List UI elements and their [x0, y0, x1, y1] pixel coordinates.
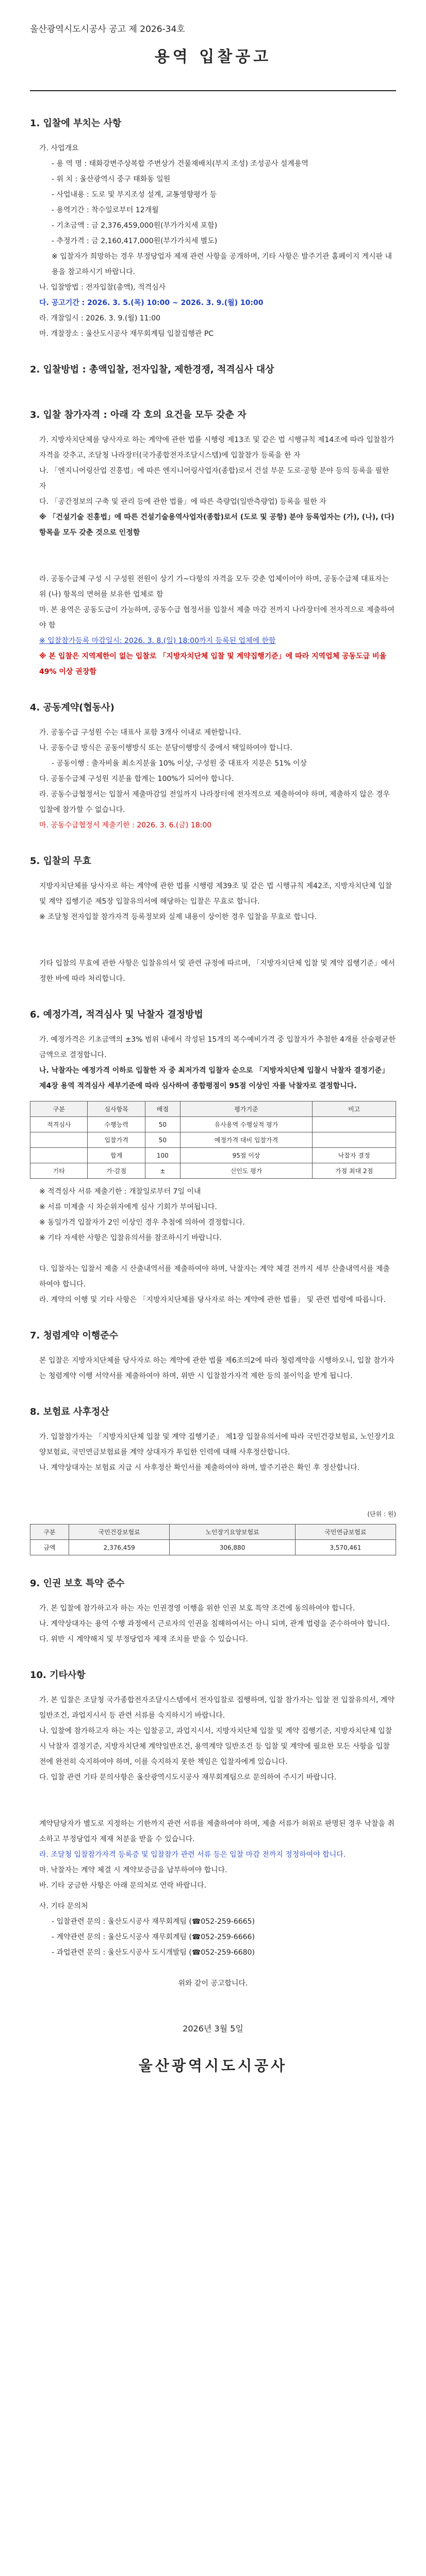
section-2 [30, 362, 396, 376]
section-title: 10. 기타사항 [30, 1670, 86, 1681]
note-line: ※ 본 입찰은 지역제한이 없는 입찰로 「지방자치단체 입찰 및 계약집행기준」에 따라 지역업체 공동도급 비율 49% 이상 권장함 [39, 652, 386, 676]
text-line: 다. 입찰자는 입찰서 제출 시 산출내역서를 제출하여야 하며, 낙찰자는 계약 체결 전까지 세부 산출내역서를 제출하여야 합니다. [39, 1265, 390, 1289]
table-header-cell: 국민건강보험료 [69, 1524, 170, 1540]
note-line: ※ 입찰자가 희망하는 경우 부정당업자 제재 관련 사항을 공개하며, 기타 사항은 발주기관 홈페이지 게시판 내용을 참고하시기 바랍니다. [52, 252, 392, 276]
deadline-line: 마. 공동수급협정서 제출기한 : 2026. 3. 6.(금) 18:00 [39, 821, 212, 829]
text-line: 나. 「엔지니어링산업 진흥법」에 따른 엔지니어링사업자(종합)로서 건설 부문 도로·공항 분야 등의 등록을 필한 자 [39, 467, 389, 490]
section-title: 8. 보험료 사후정산 [30, 1406, 109, 1417]
text-line: 기타 입찰의 무효에 관한 사항은 입찰유의서 및 관련 규정에 따르며, 「지방자치단체 입찰 및 계약 집행기준」에서 정한 바에 따라 처리합니다. [39, 959, 395, 983]
text-line: - 기초금액 : 금 2,376,459,000원(부가가치세 포함) [52, 222, 218, 230]
table-cell: 2,376,459 [69, 1540, 170, 1555]
table-header-row [30, 1101, 396, 1117]
table-cell: 50 [145, 1132, 180, 1148]
table-header-cell: 평가기준 [180, 1101, 312, 1117]
period-line: 다. 공고기간 : 2026. 3. 5.(목) 10:00 ~ 2026. 3. 9.(월) 10:00 [39, 299, 264, 307]
section-1 [30, 116, 396, 342]
table-cell: ± [145, 1163, 180, 1179]
text-line: 가. 본 입찰은 조달청 국가종합전자조달시스템에서 전자입찰로 집행하며, 입찰 참가자는 입찰 전 입찰유의서, 계약일반조건, 과업지시서 등 관련 서류를 숙지하시기 바랍니다. [39, 1696, 395, 1720]
table-cell: 50 [145, 1117, 180, 1132]
section-3 [30, 408, 396, 680]
table-cell: 95점 이상 [180, 1148, 312, 1163]
table-header-cell: 노인장기요양보험료 [170, 1524, 295, 1540]
table-caption: (단위 : 원) [367, 1511, 396, 1518]
text-line: - 사업내용 : 도로 및 부지조성 설계, 교통영향평가 등 [52, 191, 217, 199]
section-title: 1. 입찰에 부치는 사항 [30, 118, 122, 129]
table-cell: 유사용역 수행실적 평가 [180, 1117, 312, 1132]
table-cell: 100 [145, 1148, 180, 1163]
text-line: 나. 입찰방법 : 전자입찰(총액), 적격심사 [39, 283, 166, 292]
section-5 [30, 854, 396, 987]
page-title: 용역 입찰공고 [154, 48, 272, 66]
text-line: 가. 본 입찰에 참가하고자 하는 자는 인권경영 이행을 위한 인권 보호 특약 조건에 동의하여야 합니다. [39, 1604, 355, 1613]
table-cell: 예정가격 대비 입찰가격 [180, 1132, 312, 1148]
text-line: 본 입찰은 지방자치단체를 당사자로 하는 계약에 관한 법률 제6조의2에 따라 청렴계약을 시행하오니, 입찰 참가자는 청렴계약 이행 서약서를 제출하여야 하며, 위반 시 입찰참가자격 제한 등의 불이익을 받게 됩니다. [39, 1357, 395, 1380]
contact-line: - 계약관련 문의 : 울산도시공사 재무회계팀 (☎052-259-6666) [52, 1933, 255, 1941]
text-line: 가. 예정가격은 기초금액의 ±3% 범위 내에서 작성된 15개의 복수예비가격 중 입찰자가 추첨한 4개를 산술평균한 금액으로 결정합니다. [39, 1036, 396, 1059]
contact-title: 사. 기타 문의처 [39, 1902, 88, 1910]
section-title: 6. 예정가격, 적격심사 및 낙찰자 결정방법 [30, 1009, 203, 1020]
table-header-row [30, 1524, 396, 1540]
table-header-cell: 구분 [30, 1101, 88, 1117]
section-10 [30, 1668, 396, 1991]
section-8 [30, 1404, 396, 1555]
section-7 [30, 1328, 396, 1384]
section-6 [30, 1007, 396, 1308]
text-line: 라. 조달청 입찰참가자격 등록증 및 입찰참가 관련 서류 등은 입찰 마감 전까지 정정하여야 합니다. [39, 1851, 346, 1859]
text-line: 가. 입찰참가자는 「지방자치단체 입찰 및 계약 집행기준」 제1장 입찰유의서에 따라 국민건강보험료, 노인장기요양보험료, 국민연금보험료를 계약 상대자가 투입한 인력에 대해 사후정산합니다. [39, 1433, 395, 1456]
section-title: 7. 청렴계약 이행준수 [30, 1330, 118, 1341]
table-row [30, 1132, 396, 1148]
section-4 [30, 700, 396, 833]
table-cell [30, 1148, 88, 1163]
table-cell: 적격심사 [30, 1117, 88, 1132]
table-cell: 합계 [88, 1148, 145, 1163]
table-cell [313, 1117, 396, 1132]
text-line: 라. 개찰일시 : 2026. 3. 9.(월) 11:00 [39, 314, 161, 323]
table-cell [30, 1132, 88, 1148]
table-row [30, 1540, 396, 1555]
table-cell: 낙찰자 결정 [313, 1148, 396, 1163]
table-cell: 입찰가격 [88, 1132, 145, 1148]
note-line: ※ 입찰참가등록 마감일시: 2026. 3. 8.(일) 18:00까지 등록된 업체에 한함 [39, 637, 276, 645]
notice-number: 울산광역시도시공사 공고 제 2026-34호 [30, 24, 185, 35]
table-header-cell: 국민연금보험료 [295, 1524, 396, 1540]
table-header-cell: 심사항목 [88, 1101, 145, 1117]
table-cell: 가점 최대 2점 [313, 1163, 396, 1179]
text-line: 마. 본 용역은 공동도급이 가능하며, 공동수급 협정서를 입찰서 제출 마감 전까지 나라장터에 전자적으로 제출하여야 함 [39, 606, 395, 630]
notice-date: 2026년 3월 5일 [183, 2024, 243, 2033]
text-line: 다. 공동수급체 구성원 지분율 합계는 100%가 되어야 합니다. [39, 775, 234, 783]
text-line: - 추정가격 : 금 2,160,417,000원(부가가치세 별도) [52, 237, 218, 245]
table-cell: 가·감점 [88, 1163, 145, 1179]
table-cell: 306,880 [170, 1540, 295, 1555]
section-title: 9. 인권 보호 특약 준수 [30, 1578, 125, 1589]
organization-name: 울산광역시도시공사 [138, 2057, 288, 2074]
contact-line: - 입찰관련 문의 : 울산도시공사 재무회계팀 (☎052-259-6665) [52, 1918, 255, 1926]
section-title: 4. 공동계약(협동사) [30, 702, 114, 713]
text-line: 마. 개찰장소 : 울산도시공사 재무회계팀 입찰집행관 PC [39, 330, 214, 338]
table-cell [313, 1132, 396, 1148]
note-line: ※ 동일가격 입찰자가 2인 이상인 경우 추첨에 의하여 결정합니다. [39, 1218, 245, 1227]
insurance-table [30, 1524, 396, 1555]
text-line: 나. 계약상대자는 용역 수행 과정에서 근로자의 인권을 침해하여서는 아니 되며, 관계 법령을 준수하여야 합니다. [39, 1620, 390, 1628]
text-line: 다. 「공간정보의 구축 및 관리 등에 관한 법률」에 따른 측량업(일반측량업) 등록을 필한 자 [39, 498, 326, 506]
text-line: 나. 공동수급 방식은 공동이행방식 또는 분담이행방식 중에서 택일하여야 합니다. [39, 744, 292, 752]
note-line: ※ 「건설기술 진흥법」에 따른 건설기술용역사업자(종합)로서 (도로 및 공항) 분야 등록업자는 (가), (나), (다) 항목을 모두 갖춘 것으로 인정함 [39, 513, 395, 537]
table-header-cell: 구분 [30, 1524, 69, 1540]
table-cell: 신인도 평가 [180, 1163, 312, 1179]
text-line: - 공동이행 : 출자비율 최소지분율 10% 이상, 구성원 중 대표자 지분은 51% 이상 [52, 759, 307, 768]
table-row [30, 1148, 396, 1163]
text-line: 다. 위반 시 계약해지 및 부정당업자 제재 조치를 받을 수 있습니다. [39, 1635, 249, 1643]
evaluation-table [30, 1101, 396, 1179]
text-line: 지방자치단체를 당사자로 하는 계약에 관한 법률 시행령 제39조 및 같은 법 시행규칙 제42조, 지방자치단체 입찰 및 계약 집행기준 제5장 입찰유의서에 해당하는 입찰은 무효로 합니다. [39, 882, 392, 906]
section-9 [30, 1576, 396, 1647]
closing-text: 위와 같이 공고합니다. [178, 1979, 248, 1988]
text-line: 나. 낙찰자는 예정가격 이하로 입찰한 자 중 최저가격 입찰자 순으로 「지방자치단체 입찰시 낙찰자 결정기준」 제4장 용역 적격심사 세부기준에 따라 심사하여 종합평점이 95점 이상인 자를 낙찰자로 결정합니다. [39, 1066, 389, 1090]
table-cell: 기타 [30, 1163, 88, 1179]
text-line: 라. 계약의 이행 및 기타 사항은 「지방자치단체를 당사자로 하는 계약에 관한 법률」 및 관련 법령에 따릅니다. [39, 1296, 386, 1304]
text-line: 바. 기타 궁금한 사항은 아래 문의처로 연락 바랍니다. [39, 1882, 207, 1890]
note-line: ※ 서류 미제출 시 차순위자에게 심사 기회가 부여됩니다. [39, 1203, 217, 1211]
text-line: 라. 공동수급체 구성 시 구성원 전원이 상기 가~다항의 자격을 모두 갖춘 업체이어야 하며, 공동수급체 대표자는 위 (나) 항목의 면허를 보유한 업체로 함 [39, 575, 389, 599]
text-line: 계약담당자가 별도로 지정하는 기한까지 관련 서류를 제출하여야 하며, 제출 서류가 허위로 판명된 경우 낙찰을 취소하고 부정당업자 제재 처분을 받을 수 있습니다. [39, 1820, 395, 1843]
note-line: ※ 적격심사 서류 제출기한 : 개찰일로부터 7일 이내 [39, 1188, 201, 1196]
table-cell: 금액 [30, 1540, 69, 1555]
table-header-cell: 비고 [313, 1101, 396, 1117]
section-title: 2. 입찰방법 : 총액입찰, 전자입찰, 제한경쟁, 적격심사 대상 [30, 364, 274, 375]
text-line: 마. 낙찰자는 계약 체결 시 계약보증금을 납부하여야 합니다. [39, 1866, 227, 1874]
text-line: 가. 사업개요 [39, 144, 79, 152]
text-line: - 용 역 명 : 태화강변주상복합 주변상가 건물재배치(부지 조성) 조성공사 설계용역 [52, 160, 308, 168]
table-row [30, 1117, 396, 1132]
table-header-cell: 배점 [145, 1101, 180, 1117]
note-line: ※ 조달청 전자입찰 참가자격 등록정보와 실제 내용이 상이한 경우 입찰을 무효로 합니다. [39, 913, 317, 921]
title-divider [30, 90, 396, 91]
text-line: 나. 입찰에 참가하고자 하는 자는 입찰공고, 과업지시서, 지방자치단체 입찰 및 계약 집행기준, 지방자치단체 입찰시 낙찰자 결정기준, 지방자치단체 계약일반조건, 용역계약 일반조건 등 입찰 및 계약에 필요한 모든 사항을 입찰 전에 완전히 숙지하여야 하며, 이를 숙지하지 못한 책임은 입찰자에게 있습니다. [39, 1727, 392, 1766]
table-cell: 3,570,461 [295, 1540, 396, 1555]
section-title: 3. 입찰 참가자격 : 아래 각 호의 요건을 모두 갖춘 자 [30, 410, 247, 420]
text-line: - 위 치 : 울산광역시 중구 태화동 일원 [52, 175, 171, 183]
section-title: 5. 입찰의 무효 [30, 856, 91, 867]
text-line: 라. 공동수급협정서는 입찰서 제출마감일 전일까지 나라장터에 전자적으로 제출하여야 하며, 제출하지 않은 경우 입찰에 참가할 수 없습니다. [39, 790, 390, 814]
table-row [30, 1163, 396, 1179]
table-cell: 수행능력 [88, 1117, 145, 1132]
text-line: 가. 공동수급 구성원 수는 대표사 포함 3개사 이내로 제한합니다. [39, 728, 241, 737]
text-line: 가. 지방자치단체를 당사자로 하는 계약에 관한 법률 시행령 제13조 및 같은 법 시행규칙 제14조에 따라 입찰참가자격을 갖추고, 조달청 나라장터(국가종합전자조달시스템)에 입찰참가 등록을 한 자 [39, 436, 395, 460]
note-line: ※ 기타 자세한 사항은 입찰유의서를 참조하시기 바랍니다. [39, 1234, 222, 1242]
text-line: 나. 계약상대자는 보험료 지급 시 사후정산 확인서를 제출하여야 하며, 발주기관은 확인 후 정산합니다. [39, 1464, 360, 1472]
text-line: 다. 입찰 관련 기타 문의사항은 울산광역시도시공사 재무회계팀으로 문의하여 주시기 바랍니다. [39, 1773, 337, 1782]
text-line: - 용역기간 : 착수일로부터 12개월 [52, 206, 159, 214]
contact-line: - 과업관련 문의 : 울산도시공사 도시개발팀 (☎052-259-6680) [52, 1948, 255, 1957]
